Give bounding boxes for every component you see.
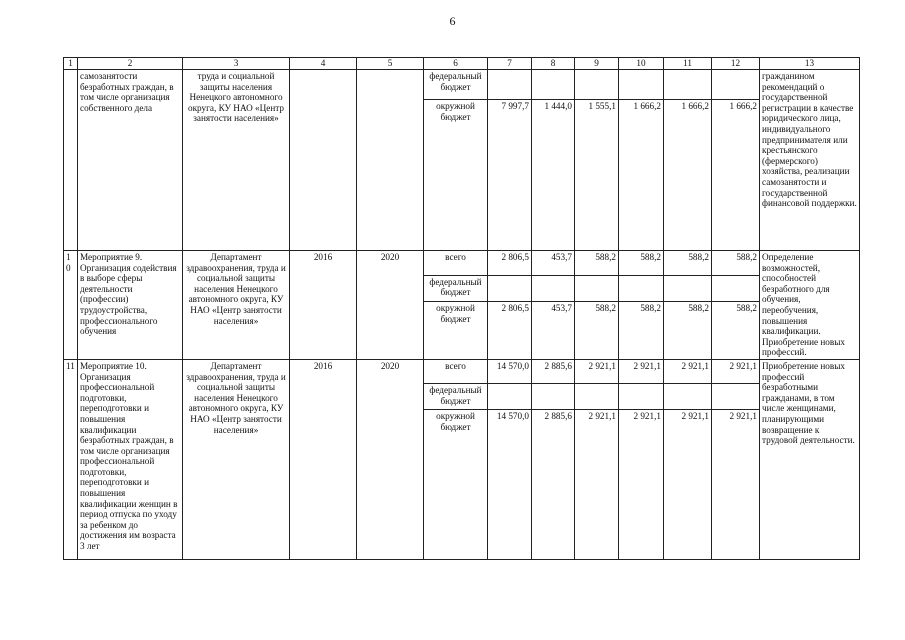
funding-source-district: окружной бюджет (424, 100, 488, 251)
program-table (63, 57, 860, 560)
value-cell: 2 806,5 (488, 302, 532, 360)
value-cell: 2 806,5 (488, 251, 532, 276)
value-cell: 2 921,1 (619, 409, 664, 559)
start-year-cell: 2016 (290, 359, 357, 559)
start-year-cell (290, 70, 357, 251)
col-header: 3 (183, 58, 290, 70)
value-cell (488, 383, 532, 409)
col-header: 8 (532, 58, 575, 70)
table-row (64, 359, 860, 383)
value-cell (712, 70, 760, 100)
value-cell: 2 921,1 (575, 359, 619, 383)
value-cell (575, 383, 619, 409)
page-number: 6 (449, 14, 456, 28)
value-cell: 2 885,6 (532, 409, 575, 559)
value-cell (664, 275, 712, 302)
value-cell: 7 997,7 (488, 100, 532, 251)
value-cell: 588,2 (712, 302, 760, 360)
col-header: 9 (575, 58, 619, 70)
row-number-cell: 11 (64, 359, 78, 559)
col-header: 6 (424, 58, 488, 70)
col-header: 4 (290, 58, 357, 70)
value-cell: 1 444,0 (532, 100, 575, 251)
funding-source-federal: федеральный бюджет (424, 275, 488, 302)
funding-source-district: окружной бюджет (424, 409, 488, 559)
executor-cell: Департамент здравоохранения, труда и социальной защиты населения Ненецкого автономного округа, КУ НАО «Центр занятости населения» (183, 359, 290, 559)
value-cell: 1 555,1 (575, 100, 619, 251)
value-cell (532, 70, 575, 100)
table-row (64, 70, 860, 100)
col-header: 13 (760, 58, 860, 70)
measure-name-cell: самозанятости безработных граждан, в том числе организация собственного дела (78, 70, 183, 251)
funding-source-district: окружной бюджет (424, 302, 488, 360)
value-cell: 588,2 (575, 251, 619, 276)
executor-cell: Департамент здравоохранения, труда и социальной защиты населения Ненецкого автономного округа, КУ НАО «Центр занятости населения» (183, 251, 290, 360)
col-header: 2 (78, 58, 183, 70)
col-header: 12 (712, 58, 760, 70)
col-header: 10 (619, 58, 664, 70)
value-cell (712, 275, 760, 302)
value-cell: 14 570,0 (488, 409, 532, 559)
value-cell (488, 70, 532, 100)
funding-source-federal: федеральный бюджет (424, 383, 488, 409)
funding-source-total: всего (424, 359, 488, 383)
row-number-cell (64, 70, 78, 251)
col-header: 1 (64, 58, 78, 70)
end-year-cell (357, 70, 424, 251)
value-cell (488, 275, 532, 302)
value-cell: 588,2 (619, 302, 664, 360)
value-cell (532, 275, 575, 302)
value-cell: 588,2 (664, 302, 712, 360)
value-cell: 588,2 (619, 251, 664, 276)
value-cell (712, 383, 760, 409)
end-year-cell: 2020 (357, 359, 424, 559)
row-number-cell: 10 (64, 251, 78, 360)
header-row (64, 58, 860, 70)
value-cell: 588,2 (664, 251, 712, 276)
value-cell (664, 383, 712, 409)
value-cell: 2 921,1 (575, 409, 619, 559)
value-cell: 1 666,2 (712, 100, 760, 251)
expected-result-cell: Определение возможностей, способностей безработного для обучения, переобучения, повышения квалификации. Приобретение новых профессий. (760, 251, 860, 360)
value-cell: 14 570,0 (488, 359, 532, 383)
value-cell: 588,2 (575, 302, 619, 360)
value-cell (619, 70, 664, 100)
value-cell: 2 921,1 (619, 359, 664, 383)
col-header: 11 (664, 58, 712, 70)
value-cell: 2 921,1 (664, 409, 712, 559)
value-cell: 1 666,2 (619, 100, 664, 251)
funding-source-total: всего (424, 251, 488, 276)
funding-source-federal: федеральный бюджет (424, 70, 488, 100)
col-header: 7 (488, 58, 532, 70)
value-cell: 1 666,2 (664, 100, 712, 251)
value-cell: 453,7 (532, 251, 575, 276)
value-cell: 2 921,1 (712, 409, 760, 559)
measure-name-cell: Мероприятие 10. Организация профессиональной подготовки, переподготовки и повышения квалификации безработных граждан, в том числе организация профессиональной подготовки, переподготовки и повышения квалификации женщин в период отпуска по уходу за ребенком до достижения им возраста 3 лет (78, 359, 183, 559)
value-cell: 2 921,1 (664, 359, 712, 383)
value-cell (664, 70, 712, 100)
table-row (64, 251, 860, 276)
executor-cell: труда и социальной защиты населения Ненецкого автономного округа, КУ НАО «Центр занятости населения» (183, 70, 290, 251)
value-cell (575, 275, 619, 302)
value-cell: 588,2 (712, 251, 760, 276)
value-cell (532, 383, 575, 409)
value-cell: 2 921,1 (712, 359, 760, 383)
value-cell (619, 275, 664, 302)
col-header: 5 (357, 58, 424, 70)
expected-result-cell: гражданином рекомендаций о государственной регистрации в качестве юридического лица, индивидуального предпринимателя или крестьянского (фермерского) хозяйства, реализации самозанятости и государственной финансовой поддержки. (760, 70, 860, 251)
value-cell: 2 885,6 (532, 359, 575, 383)
value-cell: 453,7 (532, 302, 575, 360)
measure-name-cell: Мероприятие 9. Организация содействия в выборе сферы деятельности (профессии) трудоустройства, профессионального обучения (78, 251, 183, 360)
end-year-cell: 2020 (357, 251, 424, 360)
value-cell (619, 383, 664, 409)
start-year-cell: 2016 (290, 251, 357, 360)
expected-result-cell: Приобретение новых профессий безработными гражданами, в том числе женщинами, планирующими возвращение к трудовой деятельности. (760, 359, 860, 559)
value-cell (575, 70, 619, 100)
